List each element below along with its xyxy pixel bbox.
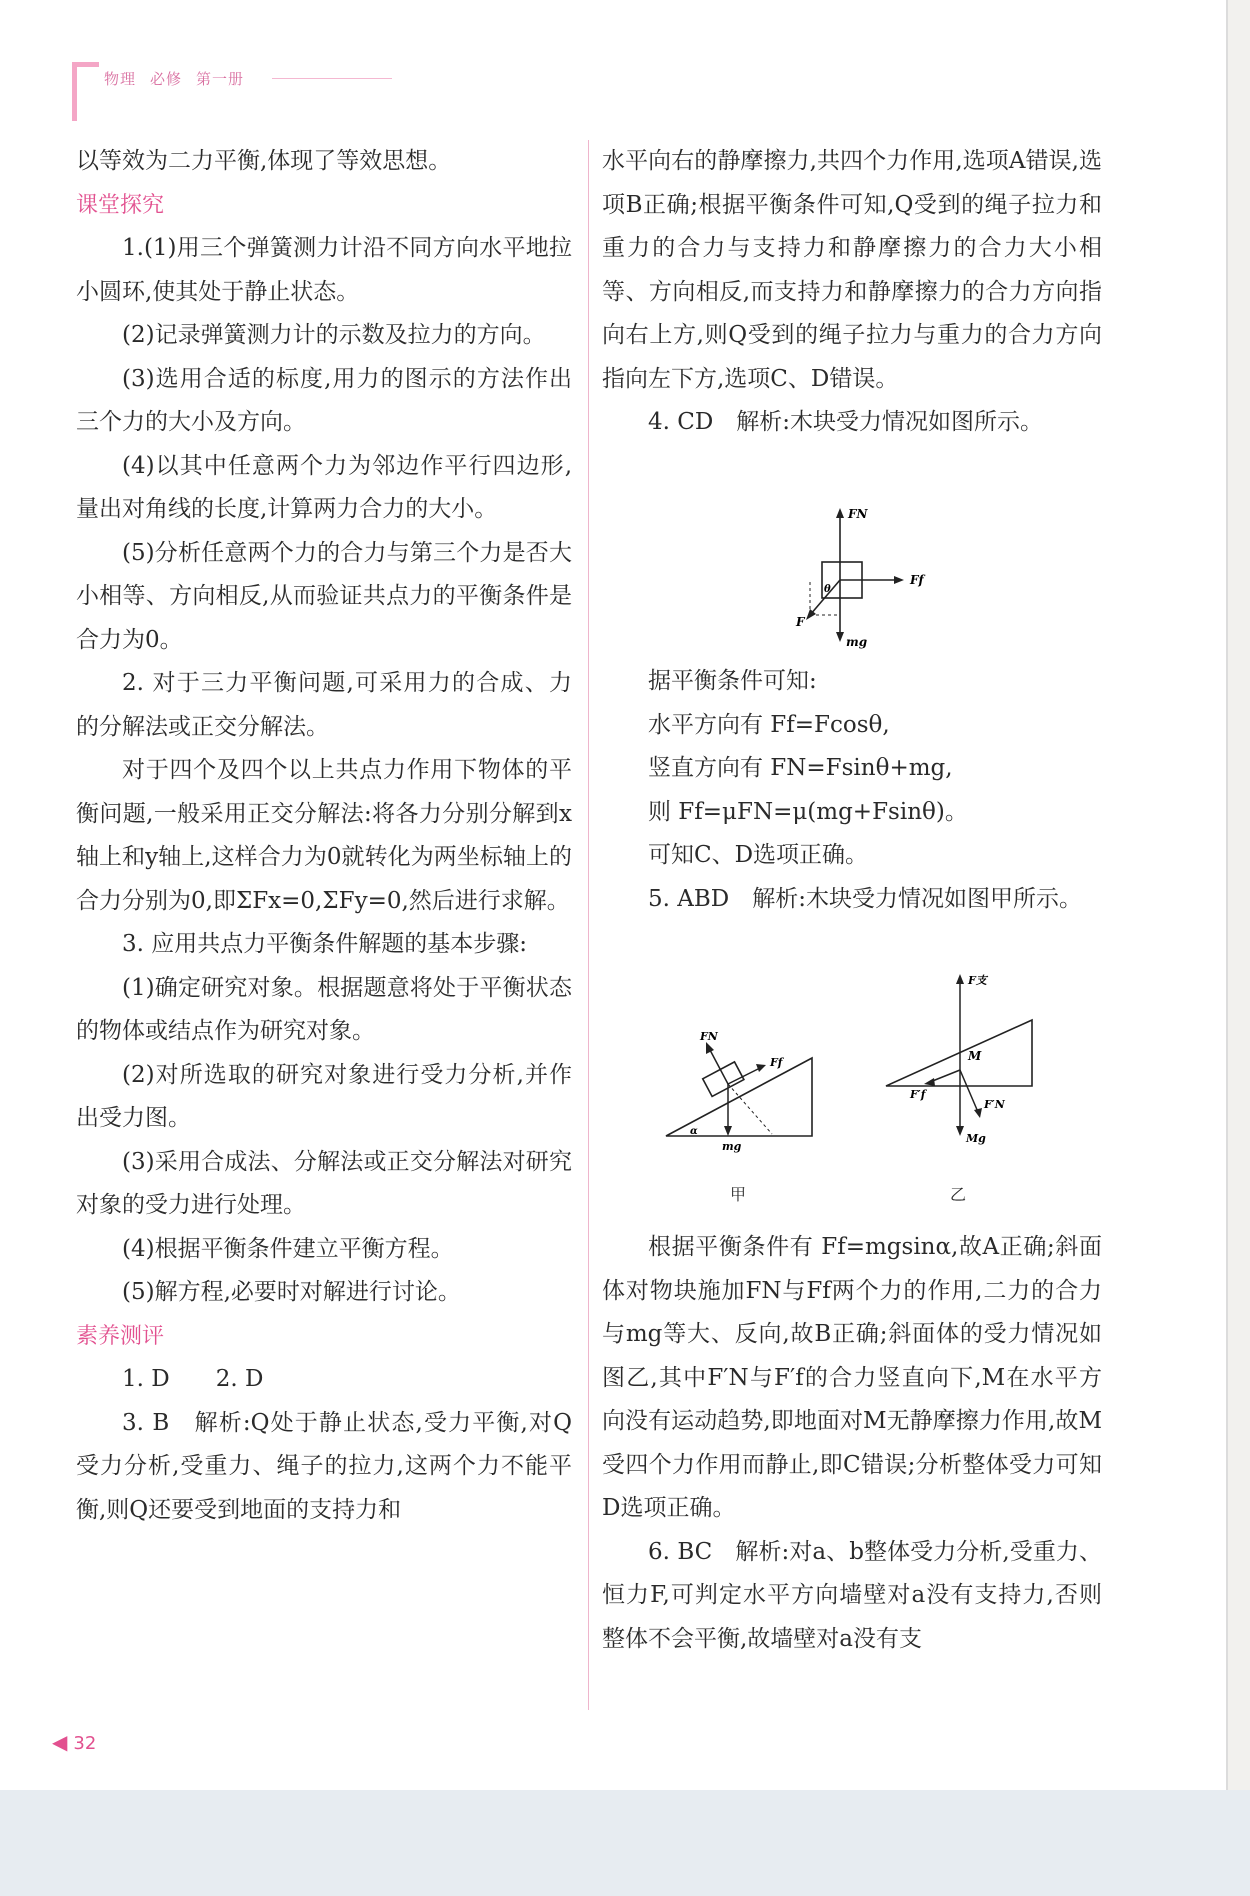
figure-q5-a <box>660 1010 820 1153</box>
label-m: M <box>968 1049 982 1063</box>
section-heading: 素养测评 <box>76 1323 165 1349</box>
paragraph: 以等效为二力平衡,体现了等效思想。 <box>76 148 452 174</box>
label-ffp: F′f <box>910 1088 926 1101</box>
paragraph: (5)解方程,必要时对解进行讨论。 <box>122 1279 461 1305</box>
paragraph: 5. ABD 解析:木块受力情况如图甲所示。 <box>648 885 1082 912</box>
header-bracket <box>72 62 99 121</box>
left-column <box>76 140 572 1532</box>
paragraph: (2)对所选取的研究对象进行受力分析,并作出受力图。 <box>76 1061 572 1131</box>
page-arrow-icon: ◀ <box>52 1730 68 1754</box>
paragraph: (5)分析任意两个力的合力与第三个力是否大小相等、方向相反,从而验证共点力的平衡条件是合力为0。 <box>76 539 572 653</box>
label-mg: mg <box>722 1140 742 1153</box>
paragraph: 根据平衡条件有 Ff=mgsinα,故A正确;斜面体对物块施加FN与Ff两个力的作用,二力的合力与mg等大、反向,故B正确;斜面体的受力情况如图乙,其中F′N与F′f的合力竖直向下,M在水平方向没有运动趋势,即地面对M无静摩擦力作用,故M受四个力作用而静止,即C错误;分析整体受力可知D选项正确。 <box>602 1234 1102 1521</box>
label-theta: θ <box>824 584 831 595</box>
page-number-text: 32 <box>73 1733 97 1754</box>
label-f: F <box>796 615 805 629</box>
paragraph: 2. 对于三力平衡问题,可采用力的合成、力的分解法或正交分解法。 <box>76 670 572 740</box>
header-subject: 物理 <box>104 70 137 88</box>
label-alpha: α <box>690 1126 698 1137</box>
paragraph: 据平衡条件可知: <box>648 668 817 694</box>
header-rule <box>272 78 392 79</box>
right-column-middle <box>602 660 1102 921</box>
paragraph: (4)以其中任意两个力为邻边作平行四边形,量出对角线的长度,计算两力合力的大小。 <box>76 452 572 522</box>
label-ff: Ff <box>770 1056 783 1069</box>
paragraph: 竖直方向有 FN=Fsinθ+mg, <box>648 755 953 781</box>
label-mg-big: Mg <box>966 1132 986 1145</box>
section-heading: 课堂探究 <box>76 192 165 218</box>
paragraph: 1.(1)用三个弹簧测力计沿不同方向水平地拉小圆环,使其处于静止状态。 <box>76 235 572 305</box>
header-volume: 第一册 <box>196 70 245 88</box>
header-type: 必修 <box>150 70 183 88</box>
figure-q5-b <box>880 970 1040 1154</box>
label-ff: Ff <box>910 573 924 587</box>
paragraph: 6. BC 解析:对a、b整体受力分析,受重力、恒力F,可判定水平方向墙壁对a没有支持力,否则整体不会平衡,故墙壁对a没有支 <box>602 1538 1102 1652</box>
paragraph: (3)采用合成法、分解法或正交分解法对研究对象的受力进行处理。 <box>76 1148 572 1218</box>
running-header <box>104 68 258 89</box>
right-column-bottom <box>602 1226 1102 1661</box>
paragraph: 水平向右的静摩擦力,共四个力作用,选项A错误,选项B正确;根据平衡条件可知,Q受到的绳子拉力和重力的合力与支持力和静摩擦力的合力大小相等、方向相反,而支持力和静摩擦力的合力方向指向右上方,则Q受到的绳子拉力与重力的合力方向指向左下方,选项C、D错误。 <box>602 148 1102 392</box>
caption-a: 甲 <box>730 1185 747 1204</box>
paragraph: 可知C、D选项正确。 <box>648 842 869 868</box>
paragraph: (4)根据平衡条件建立平衡方程。 <box>122 1235 454 1262</box>
scan-bottom-strip <box>0 1790 1250 1896</box>
label-mg: mg <box>846 635 868 649</box>
paragraph: 1. D 2. D <box>122 1366 264 1392</box>
label-fsup: F支 <box>968 974 987 987</box>
paragraph: 对于四个及四个以上共点力作用下物体的平衡问题,一般采用正交分解法:将各力分别分解到x轴上和y轴上,这样合力为0就转化为两坐标轴上的合力分别为0,即ΣFx=0,ΣFy=0,然后进行求解。 <box>76 757 572 914</box>
paragraph: (1)确定研究对象。根据题意将处于平衡状态的物体或结点作为研究对象。 <box>76 974 572 1044</box>
caption-b: 乙 <box>950 1185 967 1204</box>
label-fn: FN <box>848 507 868 521</box>
paragraph: 4. CD 解析:木块受力情况如图所示。 <box>648 409 1044 435</box>
paragraph: 3. B 解析:Q处于静止状态,受力平衡,对Q受力分析,受重力、绳子的拉力,这两个力不能平衡,则Q还要受到地面的支持力和 <box>76 1409 572 1523</box>
paragraph: (2)记录弹簧测力计的示数及拉力的方向。 <box>122 322 546 348</box>
page-number <box>52 1730 96 1754</box>
right-column-top <box>602 140 1102 445</box>
paragraph: 3. 应用共点力平衡条件解题的基本步骤: <box>122 931 528 957</box>
paragraph: 水平方向有 Ff=Fcosθ, <box>648 711 890 738</box>
label-fn: FN <box>700 1030 718 1043</box>
column-divider <box>588 140 589 1710</box>
figure-q4 <box>770 500 950 664</box>
label-fnp: F′N <box>984 1098 1005 1111</box>
paragraph: (3)选用合适的标度,用力的图示的方法作出三个力的大小及方向。 <box>76 365 572 435</box>
paragraph: 则 Ff=μFN=μ(mg+Fsinθ)。 <box>648 798 968 825</box>
